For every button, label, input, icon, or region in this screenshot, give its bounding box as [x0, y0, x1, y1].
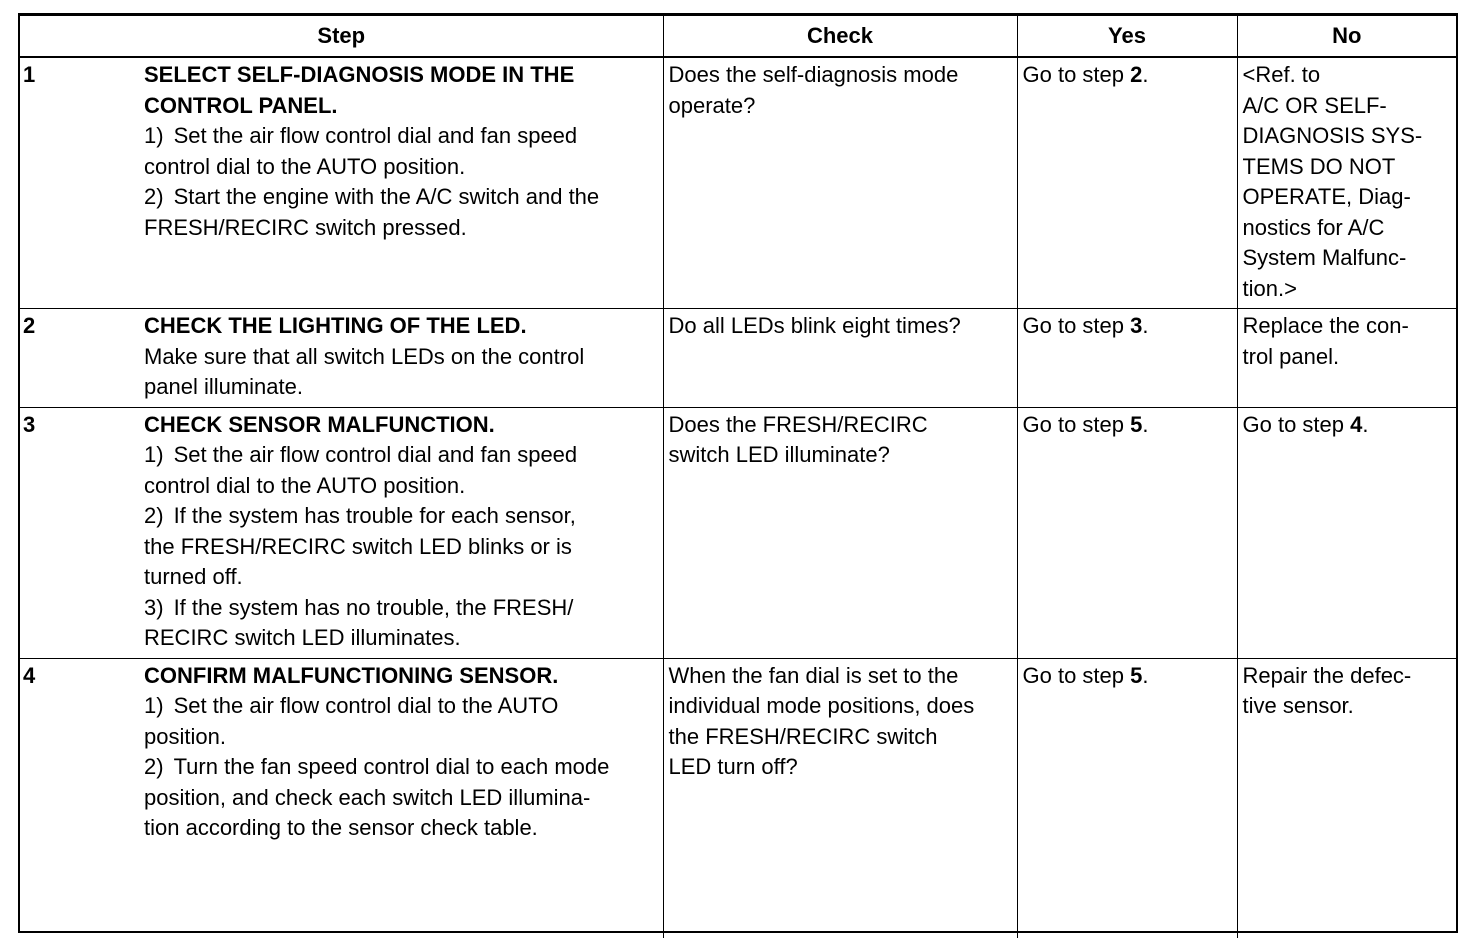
- step-number: 1: [20, 57, 143, 309]
- substep-number: 2): [144, 503, 164, 528]
- step-title-line: CHECK THE LIGHTING OF THE LED.: [144, 313, 527, 338]
- substep: [144, 440, 659, 501]
- substep-text: position.: [144, 723, 226, 749]
- no-suffix: .: [1362, 411, 1369, 437]
- yes-suffix: .: [1142, 313, 1149, 338]
- header-yes: Yes: [1017, 16, 1237, 58]
- yes-step-number: 5: [1130, 411, 1143, 437]
- diagnostic-procedure-table: [20, 15, 1456, 938]
- step-title: [144, 410, 659, 441]
- table-row: [20, 309, 1456, 408]
- substep-text: Set the air flow control dial to the AUTO: [173, 693, 559, 718]
- step-title-line: CONTROL PANEL.: [144, 92, 338, 118]
- check-cell: [663, 57, 1017, 309]
- header-step: Step: [20, 16, 663, 58]
- no-text: OPERATE, Diag-: [1242, 184, 1411, 209]
- substep-number: 2): [144, 754, 164, 779]
- yes-cell: [1017, 407, 1237, 658]
- yes-step-number: 2: [1130, 62, 1143, 87]
- check-text: LED turn off?: [668, 754, 798, 779]
- check-text: individual mode positions, does: [668, 693, 975, 718]
- substep-text: FRESH/RECIRC switch pressed.: [144, 214, 467, 240]
- step-title: [144, 60, 659, 121]
- substep-text: RECIRC switch LED illuminates.: [144, 625, 461, 650]
- no-text: nostics for A/C: [1242, 214, 1385, 240]
- check-cell: [663, 658, 1017, 938]
- check-cell: [663, 407, 1017, 658]
- substep-text: If the system has no trouble, the FRESH/: [173, 594, 574, 620]
- no-text: DIAGNOSIS SYS-: [1242, 123, 1423, 148]
- step-title: [144, 311, 659, 342]
- no-text: Replace the con-: [1242, 313, 1409, 338]
- no-text: Repair the defec-: [1242, 662, 1412, 688]
- no-cell: [1237, 309, 1456, 408]
- step-cell: [143, 407, 663, 658]
- step-title-line: CONFIRM MALFUNCTIONING SENSOR.: [144, 662, 559, 688]
- substep: [144, 121, 659, 182]
- no-cell: [1237, 658, 1456, 938]
- check-text: switch LED illuminate?: [668, 442, 890, 467]
- table-row: [20, 658, 1456, 938]
- substep-number: 1): [144, 123, 164, 148]
- step-cell: [143, 658, 663, 938]
- substep-number: 1): [144, 442, 164, 467]
- check-text: Do all LEDs blink eight times?: [668, 313, 961, 338]
- yes-step-number: 5: [1130, 662, 1143, 688]
- substep-text: tion according to the sensor check table.: [144, 815, 538, 840]
- no-text: Go to step: [1242, 411, 1351, 437]
- yes-suffix: .: [1142, 62, 1149, 87]
- step-title-line: CHECK SENSOR MALFUNCTION.: [144, 411, 495, 437]
- no-text: tive sensor.: [1242, 693, 1354, 718]
- no-text: TEMS DO NOT: [1242, 153, 1396, 179]
- substep: [144, 752, 659, 844]
- no-text: <Ref. to: [1242, 62, 1321, 87]
- substep: [144, 593, 659, 654]
- substep: [144, 691, 659, 752]
- no-cell: [1237, 407, 1456, 658]
- substep-text: Set the air flow control dial and fan speed: [173, 123, 578, 148]
- step-number: 4: [20, 658, 143, 938]
- substep-number: 3): [144, 594, 164, 620]
- substep-text: Start the engine with the A/C switch and the: [173, 184, 600, 209]
- substep-text: position, and check each switch LED illumina-: [144, 784, 591, 810]
- step-cell: [143, 309, 663, 408]
- header-no: No: [1237, 16, 1456, 58]
- no-text: System Malfunc-: [1242, 245, 1407, 270]
- substep-text: Turn the fan speed control dial to each mode: [173, 754, 610, 779]
- yes-text: Go to step: [1022, 313, 1131, 338]
- substep-number: 1): [144, 693, 164, 718]
- substep: [144, 501, 659, 593]
- step-cell: [143, 57, 663, 309]
- yes-text: Go to step: [1022, 62, 1131, 87]
- substep-text: control dial to the AUTO position.: [144, 153, 466, 179]
- yes-cell: [1017, 57, 1237, 309]
- yes-suffix: .: [1142, 662, 1149, 688]
- step-title: [144, 661, 659, 692]
- substep-text: the FRESH/RECIRC switch LED blinks or is: [144, 533, 572, 559]
- substep-number: 2): [144, 184, 164, 209]
- no-step-number: 4: [1350, 411, 1363, 437]
- yes-suffix: .: [1142, 411, 1149, 437]
- substep-text: Set the air flow control dial and fan speed: [173, 442, 578, 467]
- step-title-line: SELECT SELF-DIAGNOSIS MODE IN THE: [144, 62, 575, 87]
- check-text: Does the FRESH/RECIRC: [668, 411, 928, 437]
- substep-text: turned off.: [144, 564, 243, 589]
- yes-text: Go to step: [1022, 411, 1131, 437]
- table-row: [20, 57, 1456, 309]
- yes-step-number: 3: [1130, 313, 1143, 338]
- yes-cell: [1017, 658, 1237, 938]
- diagnostic-procedure-table-frame: [18, 13, 1458, 933]
- check-text: operate?: [668, 92, 756, 118]
- no-text: trol panel.: [1242, 343, 1340, 369]
- table-header-row: [20, 16, 1456, 58]
- step-text: panel illuminate.: [144, 374, 303, 399]
- substep-text: control dial to the AUTO position.: [144, 472, 466, 498]
- check-text: Does the self-diagnosis mode: [668, 62, 959, 87]
- no-text: tion.>: [1242, 275, 1297, 301]
- check-text: the FRESH/RECIRC switch: [668, 723, 938, 749]
- yes-text: Go to step: [1022, 662, 1131, 688]
- step-text: Make sure that all switch LEDs on the control: [144, 343, 585, 369]
- step-number: 3: [20, 407, 143, 658]
- check-cell: [663, 309, 1017, 408]
- no-text: A/C OR SELF-: [1242, 92, 1387, 118]
- substep-text: If the system has trouble for each sensor,: [173, 503, 576, 528]
- table-row: [20, 407, 1456, 658]
- no-cell: [1237, 57, 1456, 309]
- yes-cell: [1017, 309, 1237, 408]
- step-number: 2: [20, 309, 143, 408]
- check-text: When the fan dial is set to the: [668, 662, 959, 688]
- substep: [144, 182, 659, 243]
- header-check: Check: [663, 16, 1017, 58]
